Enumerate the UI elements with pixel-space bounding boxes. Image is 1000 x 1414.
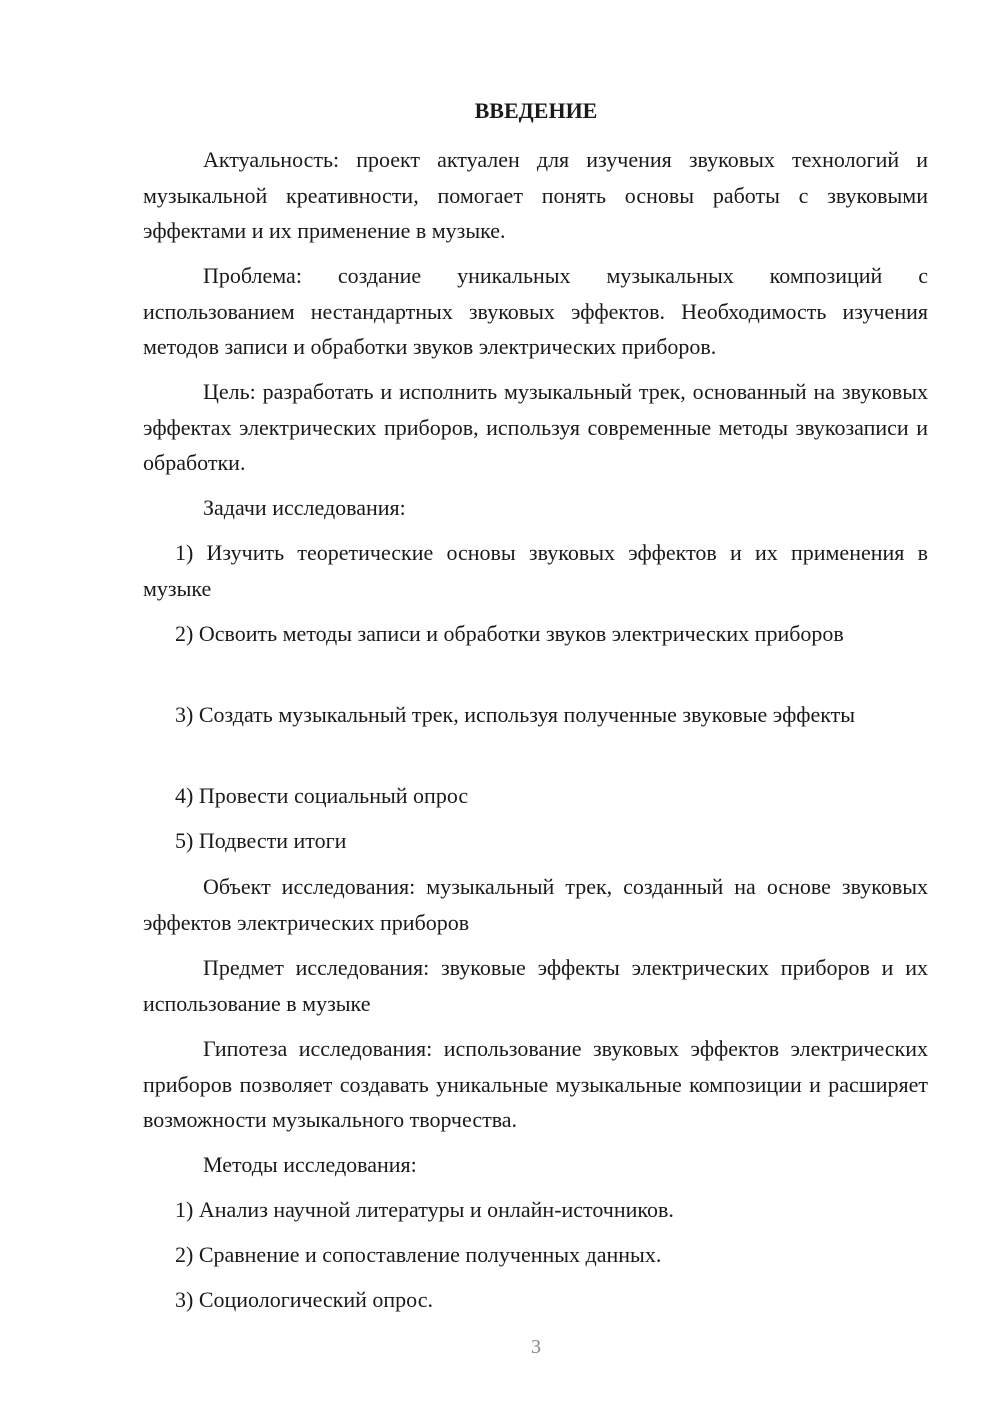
method-item-3: 3) Социологический опрос. [175,1287,433,1312]
method-item-2: 2) Сравнение и сопоставление полученных данных. [175,1242,662,1267]
tasks-heading: Задачи исследования: [203,495,406,520]
object-paragraph: Объект исследования: музыкальный трек, созданный на основе звуковых эффектов электрических приборов [143,874,928,935]
goal-paragraph: Цель: разработать и исполнить музыкальный трек, основанный на звуковых эффектах электрических приборов, используя современные методы звукозаписи и обработки. [143,379,928,475]
method-item-1: 1) Анализ научной литературы и онлайн-источников. [175,1197,674,1222]
methods-heading: Методы исследования: [203,1152,417,1177]
task-item-1: 1) Изучить теоретические основы звуковых эффектов и их применения в музыке [143,540,928,601]
subject-paragraph: Предмет исследования: звуковые эффекты электрических приборов и их использование в музыке [143,955,928,1016]
hypothesis-paragraph: Гипотеза исследования: использование звуковых эффектов электрических приборов позволяет создавать уникальные музыкальные композиции и расширяет возможности музыкального творчества. [143,1036,928,1132]
problem-paragraph: Проблема: создание уникальных музыкальных композиций с использованием нестандартных звуковых эффектов. Необходимость изучения методов записи и обработки звуков электрических приборов. [143,263,928,359]
task-item-4: 4) Провести социальный опрос [175,783,469,808]
relevance-paragraph: Актуальность: проект актуален для изучения звуковых технологий и музыкальной креативности, помогает понять основы работы с звуковыми эффектами и их применение в музыке. [143,147,928,243]
page-title: ВВЕДЕНИЕ [474,98,598,123]
task-item-2: 2) Освоить методы записи и обработки звуков электрических приборов [175,621,844,646]
task-item-3: 3) Создать музыкальный трек, используя полученные звуковые эффекты [175,702,856,727]
task-item-5: 5) Подвести итоги [175,828,347,853]
page-number: 3 [531,1336,541,1358]
